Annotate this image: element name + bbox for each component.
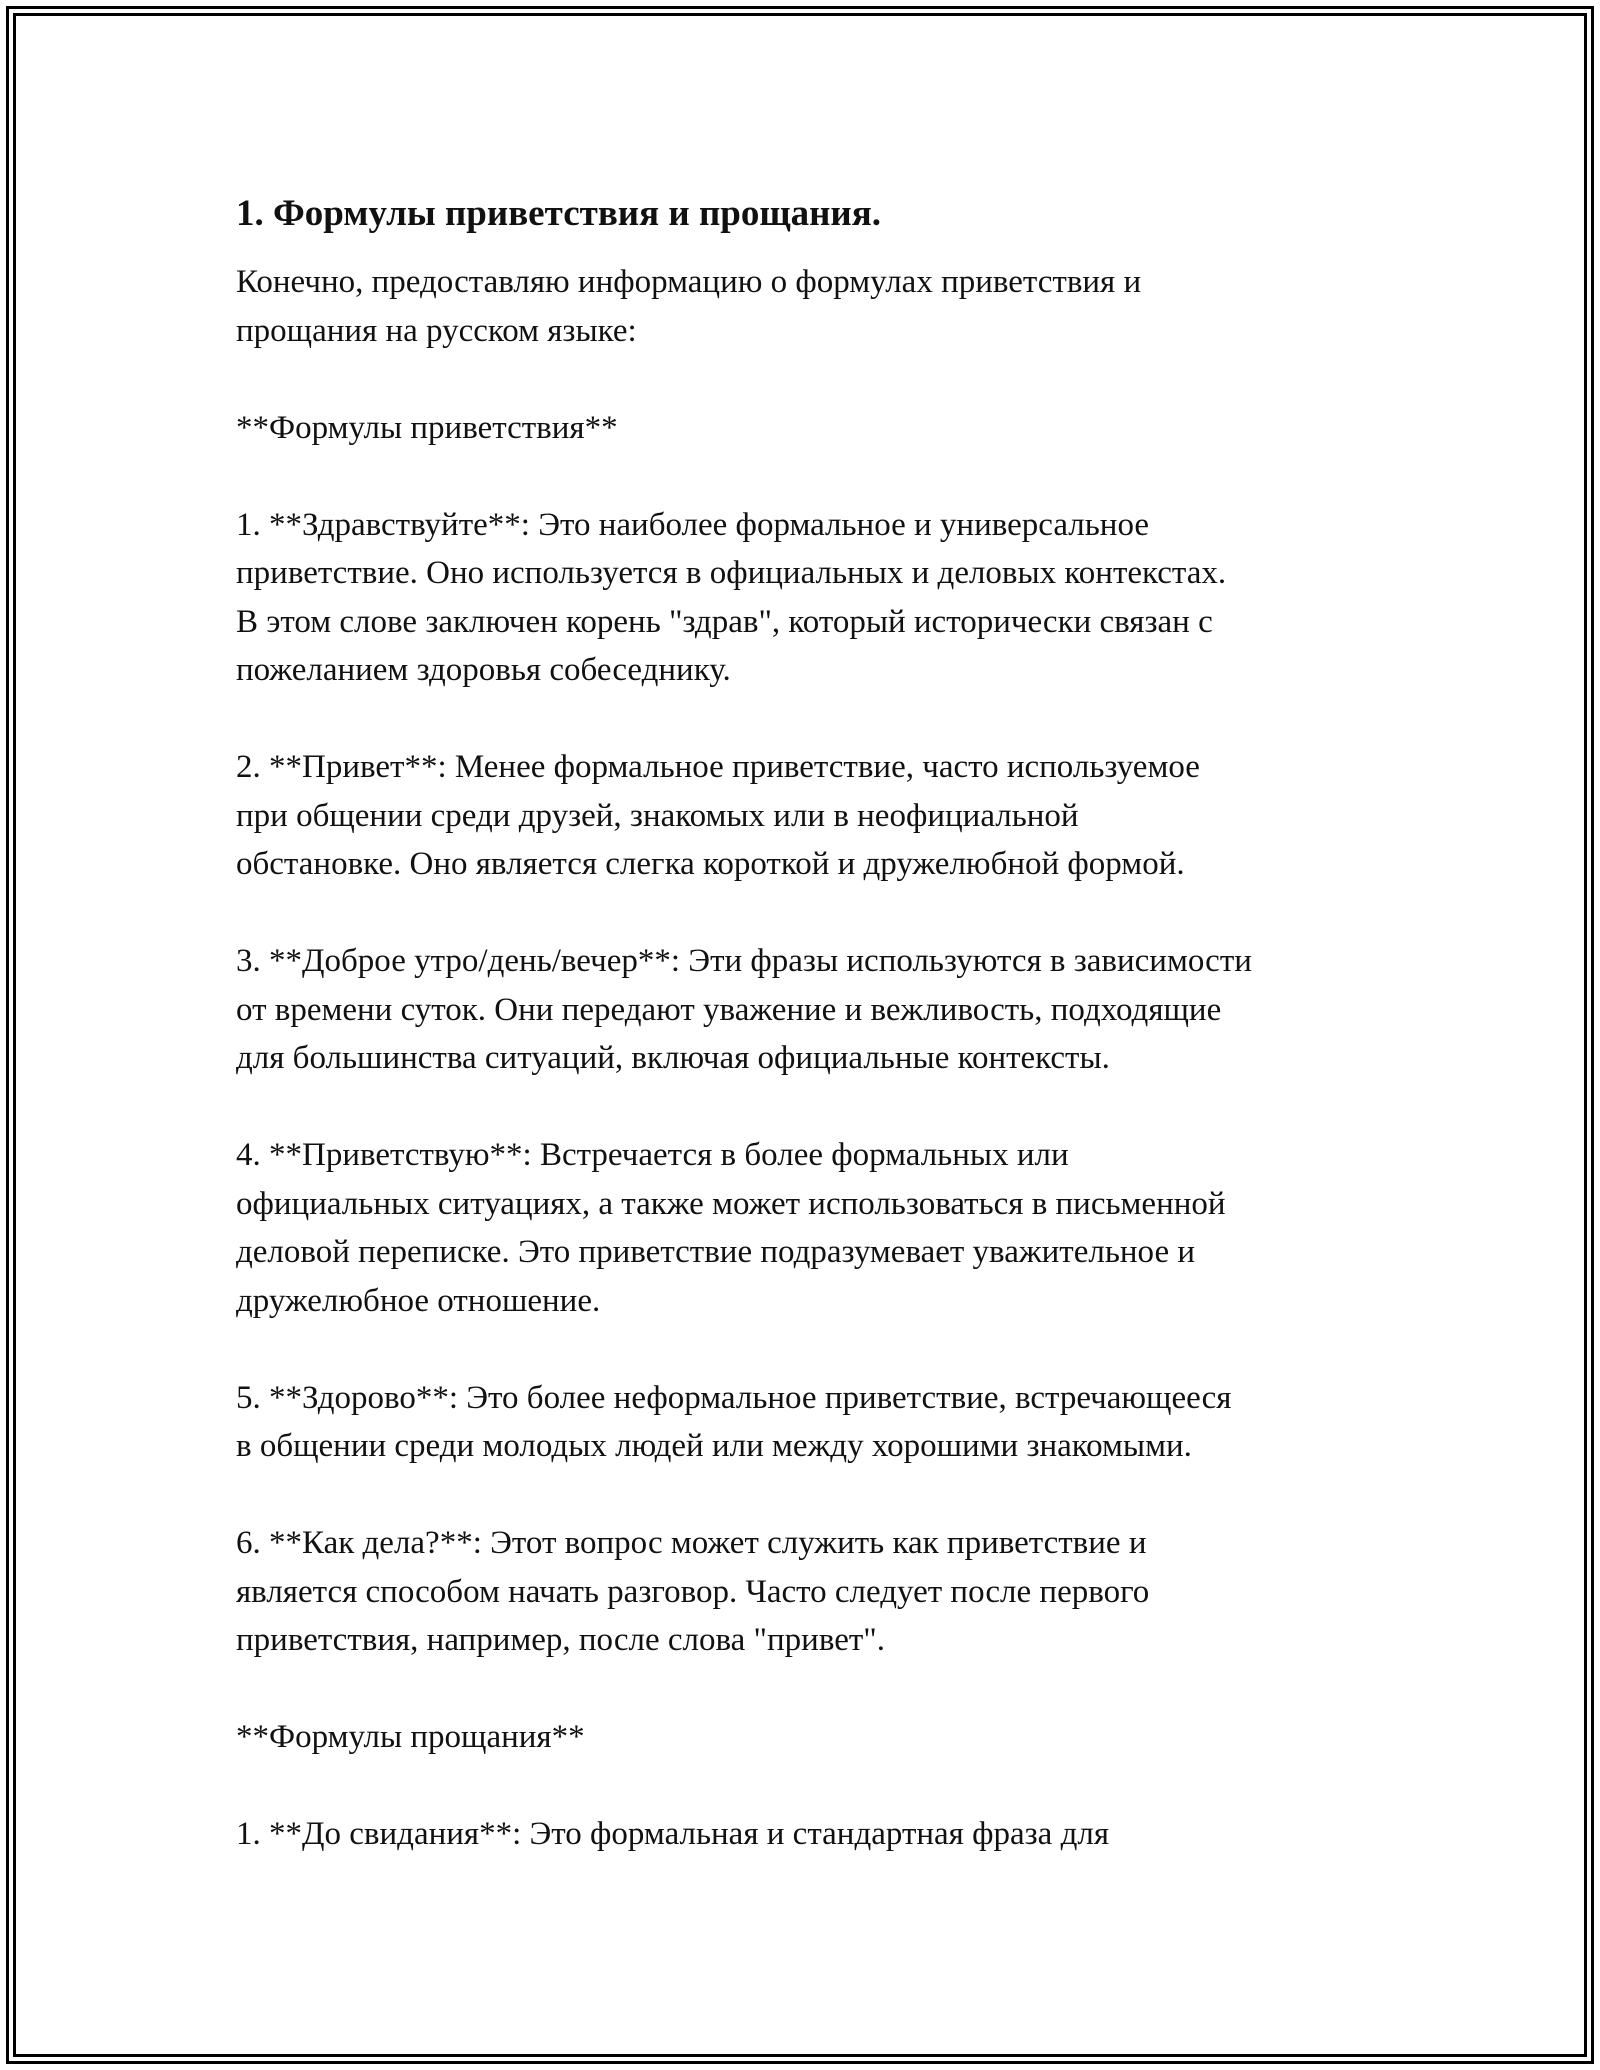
greeting-item-2: 2. **Привет**: Менее формальное приветствие, часто используемое при общении среди друзей, знакомых или в неофициальной обстановке. Оно является слегка короткой и дружелюбной формой. xyxy=(236,749,1200,882)
farewells-heading: **Формулы прощания** xyxy=(236,1719,585,1755)
document-page xyxy=(236,190,1416,1859)
greetings-heading: **Формулы приветствия** xyxy=(236,409,618,446)
greeting-item-3: 3. **Доброе утро/день/вечер**: Эти фразы используются в зависимости от времени суток. Они передают уважение и вежливость, подходящие для большинства ситуаций, включая официальные контексты. xyxy=(236,943,1252,1076)
document-title: 1. Формулы приветствия и прощания. xyxy=(236,193,881,234)
farewell-item-1: 1. **До свидания**: Это формальная и стандартная фраза для xyxy=(236,1816,1110,1852)
greeting-item-6: 6. **Как дела?**: Этот вопрос может служить как приветствие и является способом начать разговор. Часто следует после первого приветствия, например, после слова "привет". xyxy=(236,1525,1150,1658)
greeting-item-5: 5. **Здорово**: Это более неформальное приветствие, встречающееся в общении среди молодых людей или между хорошими знакомыми. xyxy=(236,1379,1232,1464)
greeting-item-4: 4. **Приветствую**: Встречается в более формальных или официальных ситуациях, а также может использоваться в письменной деловой переписке. Это приветствие подразумевает уважительное и дружелюбное отношение. xyxy=(236,1137,1226,1319)
greeting-item-1: 1. **Здравствуйте**: Это наиболее формальное и универсальное приветствие. Оно используется в официальных и деловых контекстах. В этом слове заключен корень "здрав", который исторически связан с пожеланием здоровья собеседнику. xyxy=(236,506,1227,688)
intro-paragraph: Конечно, предоставляю информацию о формулах приветствия и прощания на русском языке: xyxy=(236,264,1142,349)
